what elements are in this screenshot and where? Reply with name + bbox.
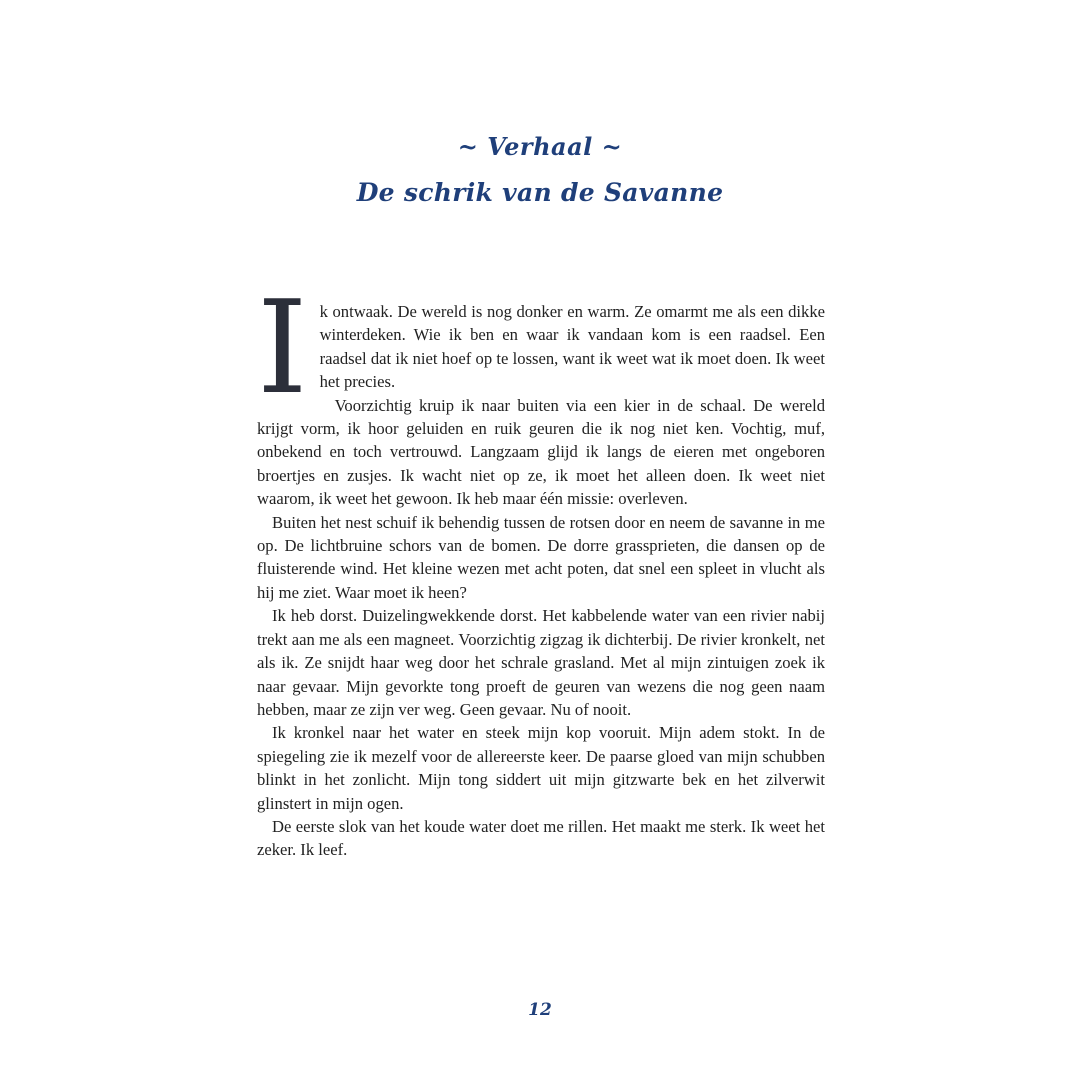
paragraph-text: k ontwaak. De wereld is nog donker en warm. Ze omarmt me als een dikke winterdeken. Wie ik ben en waar ik vandaan kom is een raadsel. Een raadsel dat ik niet hoef op te lossen, want ik weet wat ik moet doen. Ik weet het precies. — [319, 302, 825, 392]
drop-cap: I — [257, 274, 308, 423]
paragraph: De eerste slok van het koude water doet me rillen. Het maakt me sterk. Ik weet het zeker. Ik leef. — [257, 816, 825, 860]
section-label: ~ Verhaal ~ — [457, 132, 623, 161]
story-body — [257, 274, 825, 862]
paragraph — [257, 274, 825, 423]
page-number: 12 — [528, 1000, 552, 1020]
paragraph: Buiten het nest schuif ik behendig tussen de rotsen door en neem de savanne in me op. De lichtbruine schors van de bomen. De dorre grassprieten, die dansen op de fluisterende wind. Het kleine wezen met acht poten, dat snel een spleet in vlucht als hij me ziet. Waar moet ik heen? — [257, 512, 825, 602]
paragraph: Ik heb dorst. Duizelingwekkende dorst. Het kabbelende water van een rivier nabij trekt aan me als een magneet. Voorzichtig zigzag ik dichterbij. De rivier kronkelt, net als ik. Ze snijdt haar weg door het schrale grasland. Met al mijn zintuigen zoek ik naar gevaar. Mijn gevorkte tong proeft de geuren van wezens die nog geen naam hebben, maar ze zijn ver weg. Geen gevaar. Nu of nooit. — [257, 606, 825, 719]
paragraph: Voorzichtig kruip ik naar buiten via een kier in de schaal. De wereld krijgt vorm, ik hoor geluiden en ruik geuren die ik nog niet ken. Vochtig, muf, onbekend en toch vertrouwd. Langzaam glijd ik langs de eieren met ongeboren broertjes en zusjes. Ik wacht niet op ze, ik moet het alleen doen. Ik weet niet waarom, ik weet het gewoon. Ik heb maar één missie: overleven. — [257, 395, 825, 509]
paragraph: Ik kronkel naar het water en steek mijn kop vooruit. Mijn adem stokt. In de spiegeling zie ik mezelf voor de allereerste keer. De paarse gloed van mijn schubben blinkt in het zonlicht. Mijn tong siddert uit mijn gitzwarte bek en het zilverwit glinstert in mijn ogen. — [257, 723, 825, 813]
story-title: De schrik van de Savanne — [356, 178, 724, 207]
